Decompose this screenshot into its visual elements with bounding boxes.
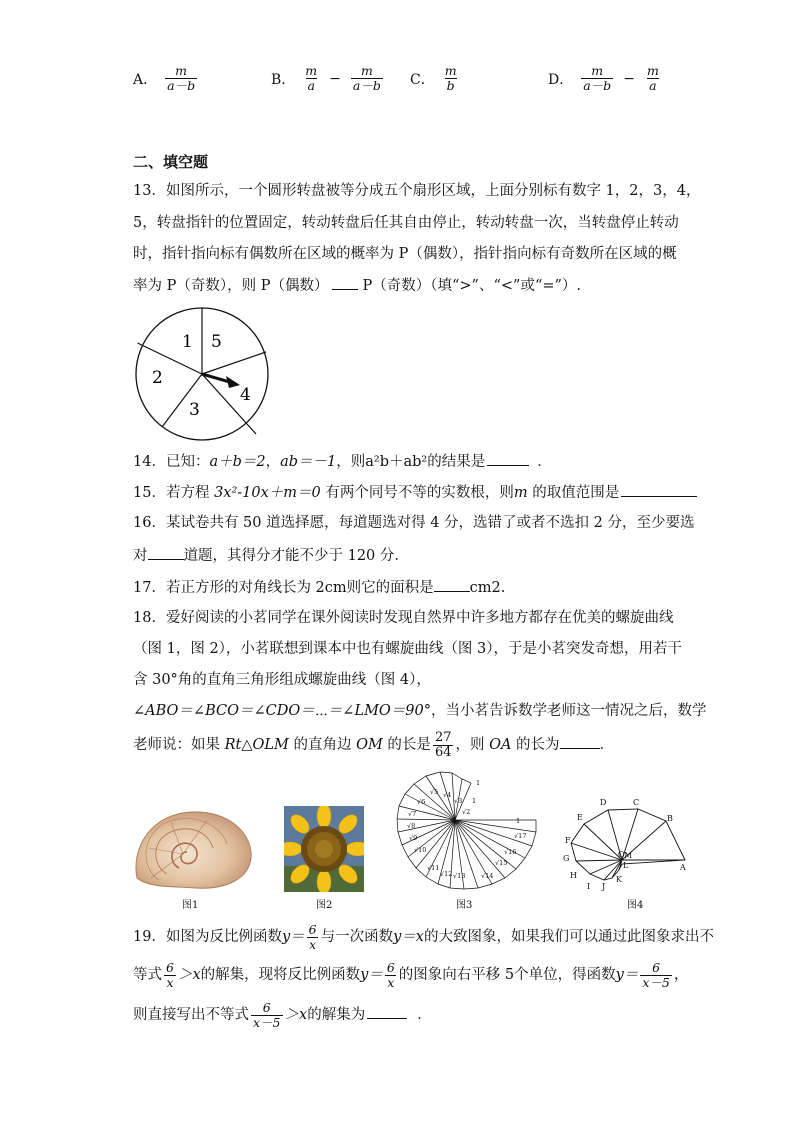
fraction: $\frac{m}{a}$: [646, 63, 659, 93]
svg-text:√10: √10: [414, 846, 427, 854]
fraction: $\frac{6}{x-5}$: [253, 999, 281, 1030]
caption-fig1: 图1: [182, 900, 199, 911]
fraction: $\frac{m}{a}$: [305, 63, 318, 93]
svg-text:J: J: [602, 882, 606, 891]
q17: 17．若正方形的对角线长为 2cm则它的面积是 cm2.: [133, 577, 505, 598]
svg-text:√12: √12: [440, 870, 453, 878]
q13-line3: 时，指针指向标有偶数所在区域的概率为 P（偶数），指针指向标有奇数所在区域的概: [133, 246, 677, 262]
choice-d: D． $\frac{m}{a-b}$ − $\frac{m}{a}$: [548, 63, 659, 93]
fraction: $\frac{m}{a-b}$: [583, 63, 612, 93]
answer-blank[interactable]: [560, 734, 600, 749]
sunflower-image: [284, 806, 364, 892]
svg-text:C: C: [633, 798, 640, 807]
spinner-figure: [134, 306, 270, 442]
svg-text:F: F: [565, 836, 571, 845]
sqrt-spiral-figure: [392, 770, 542, 892]
choice-c: C． $\frac{m}{b}$: [410, 63, 457, 93]
spinner-label-2: 2: [152, 368, 163, 388]
fraction: $\frac{m}{a-b}$: [167, 63, 196, 93]
q19-line1: 19．如图为反比例函数y＝ $\frac{6}{x}$ 与一次函数y＝x的大致图象，如果我们可以通过此图象求出不: [133, 921, 714, 952]
svg-text:√2: √2: [462, 808, 471, 816]
q13-line2: 5，转盘指针的位置固定，转动转盘后任其自由停止，转动转盘一次，当转盘停止转动: [133, 215, 679, 231]
answer-blank[interactable]: [434, 577, 470, 592]
q18-line4: ∠ABO＝∠BCO＝∠CDO＝⋯＝∠LMO＝90°，当小茗告诉数学老师这一情况之后，数学: [133, 703, 707, 719]
answer-blank[interactable]: [148, 545, 184, 560]
svg-text:√16: √16: [504, 848, 517, 856]
svg-text:K: K: [616, 875, 622, 884]
fraction: $\frac{6}{x}$: [166, 959, 174, 990]
svg-text:1: 1: [472, 797, 477, 805]
q13-line1: 13．如图所示，一个圆形转盘被等分成五个扇形区域，上面分别标有数字 1，2，3，4，: [133, 183, 701, 199]
fraction: $\frac{6}{x-5}$: [642, 959, 670, 990]
svg-text:1: 1: [476, 779, 481, 787]
spinner-label-1: 1: [182, 332, 193, 352]
q18-line3: 含 30°角的直角三角形组成螺旋曲线（图 4），: [133, 672, 431, 688]
caption-fig4: 图4: [627, 900, 644, 911]
svg-text:√9: √9: [409, 834, 418, 842]
caption-fig3: 图3: [456, 900, 473, 911]
svg-text:L: L: [623, 861, 629, 870]
choice-b: B． $\frac{m}{a}$ − $\frac{m}{a-b}$: [271, 63, 381, 93]
fraction: $\frac{m}{b}$: [444, 63, 457, 93]
triangle-spiral-figure: [560, 794, 692, 892]
q18-line5: 老师说：如果 Rt△OLM 的直角边 OM 的长是 $\frac{27}{64}$ ，则 OA 的长为 ．: [133, 729, 615, 760]
svg-text:B: B: [667, 814, 673, 823]
answer-blank[interactable]: [487, 451, 529, 466]
answer-blank[interactable]: [621, 482, 697, 497]
svg-text:√7: √7: [408, 810, 417, 818]
section-title: 二、填空题: [133, 153, 209, 171]
q15: 15．若方程 3x²-10x＋m＝0 有两个同号不等的实数根，则m 的取值范围是: [133, 482, 697, 503]
answer-blank[interactable]: [332, 275, 358, 290]
svg-text:√3: √3: [454, 797, 463, 805]
q16-line1: 16．某试卷共有 50 道选择愿，每道题选对得 4 分，选错了或者不选扣 2 分，至少要选: [133, 515, 695, 531]
q19-line2: 等式 $\frac{6}{x}$ ＞x的解集，现将反比例函数y＝ $\frac{6}{x}$ 的图象向右平移 5个单位，得函数y＝ $\frac{6}{x-5}$ ，: [133, 959, 689, 990]
svg-text:√17: √17: [514, 832, 527, 840]
q13-line4: 率为 P（奇数），则 P（偶数） P（奇数）（填“>”、“<”或“=”）.: [133, 275, 581, 296]
svg-text:O: O: [618, 850, 625, 859]
svg-text:1: 1: [516, 817, 521, 825]
svg-text:I: I: [587, 882, 591, 891]
q19-line3: 则直接写出不等式 $\frac{6}{x-5}$ ＞x的解集为 ．: [133, 999, 432, 1030]
svg-text:√8: √8: [407, 822, 416, 830]
svg-text:√6: √6: [417, 798, 426, 806]
svg-text:√5: √5: [430, 788, 439, 796]
svg-text:H: H: [570, 871, 577, 880]
choice-a: A． $\frac{m}{a-b}$: [133, 63, 196, 93]
svg-text:√4: √4: [443, 791, 452, 799]
spinner-label-3: 3: [189, 400, 200, 420]
fraction: $\frac{6}{x}$: [386, 959, 395, 990]
q18-line2: （图 1，图 2），小茗联想到课本中也有螺旋曲线（图 3），于是小茗突发奇想，用若干: [133, 641, 683, 657]
svg-text:√14: √14: [481, 872, 494, 880]
svg-text:√11: √11: [427, 864, 440, 872]
q16-line2: 对 道题，其得分才能不少于 120 分．: [133, 545, 409, 566]
fraction: $\frac{6}{x}$: [308, 921, 317, 952]
svg-text:D: D: [600, 798, 607, 807]
spinner-label-5: 5: [211, 332, 222, 352]
fraction-27-64: $\frac{27}{64}$: [434, 729, 452, 760]
nautilus-shell-image: [131, 808, 255, 892]
svg-text:E: E: [577, 813, 583, 822]
caption-fig2: 图2: [316, 900, 333, 911]
svg-text:A: A: [680, 863, 686, 872]
svg-text:M: M: [624, 851, 633, 860]
fraction: $\frac{m}{a-b}$: [352, 63, 381, 93]
svg-text:√13: √13: [453, 872, 466, 880]
svg-text:√15: √15: [495, 859, 508, 867]
q18-line1: 18．爱好阅读的小茗同学在课外阅读时发现自然界中许多地方都存在优美的螺旋曲线: [133, 610, 674, 626]
q14: 14．已知：a＋b＝2，ab＝－1，则a²b＋ab²的结果是 ．: [133, 451, 552, 472]
svg-text:G: G: [563, 854, 570, 863]
spinner-label-4: 4: [240, 385, 251, 405]
answer-blank[interactable]: [367, 1004, 407, 1019]
